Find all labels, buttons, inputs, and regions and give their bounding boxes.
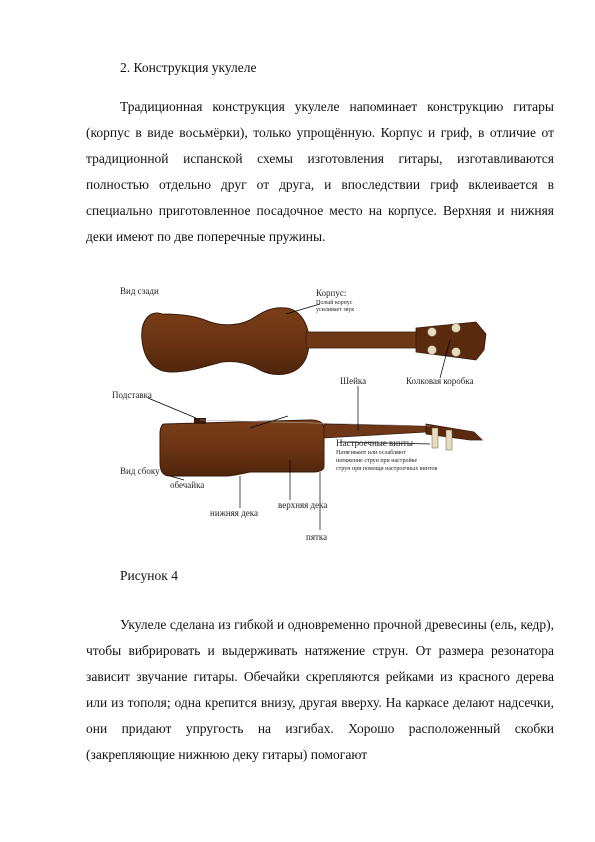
label-tuners: Настроечные винты [336,438,413,448]
peg [452,324,461,333]
back-view-body [142,308,309,375]
label-sides: обечайка [170,480,205,490]
label-heel: пятка [306,532,328,542]
paragraph-construction: Традиционная конструкция укулеле напоминает конструкцию гитары (корпус в виде восьмёрки), только упрощённую. Корпус и гриф, в отличие от традиционной испанской схемы изготовления гитары, изготавливаются полностью отдельно друг от друга, и впоследствии гриф вклеивается в специально приготовленное посадочное место на корпусе. Верхняя и нижняя деки имеют по две поперечные пружины. [86,99,554,244]
side-view-neck [324,424,426,438]
peg [428,328,437,337]
label-back: нижняя дека [210,508,259,518]
label-tuners-note1: Натягивают или ослабляют [336,450,406,456]
section-heading: 2. Конструкция укулеле [120,60,257,75]
label-headstock: Колковая коробка [406,376,474,386]
peg [432,428,438,448]
label-tuners-note2: натяжение струн при настройке [336,458,418,464]
back-view-neck [306,332,416,348]
bridge [194,418,206,424]
label-top: верхняя дека [278,500,328,510]
figure-caption: Рисунок 4 [120,568,178,583]
label-body-note1: Полый корпус [316,300,353,306]
label-back-view: Вид сзади [120,286,159,296]
peg [446,430,452,450]
back-view-headstock [416,322,486,360]
paragraph-materials: Укулеле сделана из гибкой и одновременно прочной древесины (ель, кедр), чтобы вибрировать и выдерживать натяжение струн. От размера резонатора зависит звучание гитары. Обечайки скрепляются рейками из красного дерева или из тополя; одна крепится внизу, другая вверху. На каркасе делают надсечки, они придают упругость на изгибах. Хорошо расположенный скобки (закрепляющие нижнюю деку гитары) помогают [86,617,554,762]
label-side-view: Вид сбоку [120,466,160,476]
peg [428,346,437,355]
side-view-body [160,420,324,476]
ukulele-figure [110,280,510,550]
label-neck: Шейка [340,376,367,386]
label-bridge: Подставка [112,390,152,400]
label-body-note2: усиливает звук [316,307,355,313]
label-body: Корпус: [316,288,347,298]
peg [452,348,461,357]
label-tuners-note3: струн при помощи настроечных винтов [336,466,438,472]
